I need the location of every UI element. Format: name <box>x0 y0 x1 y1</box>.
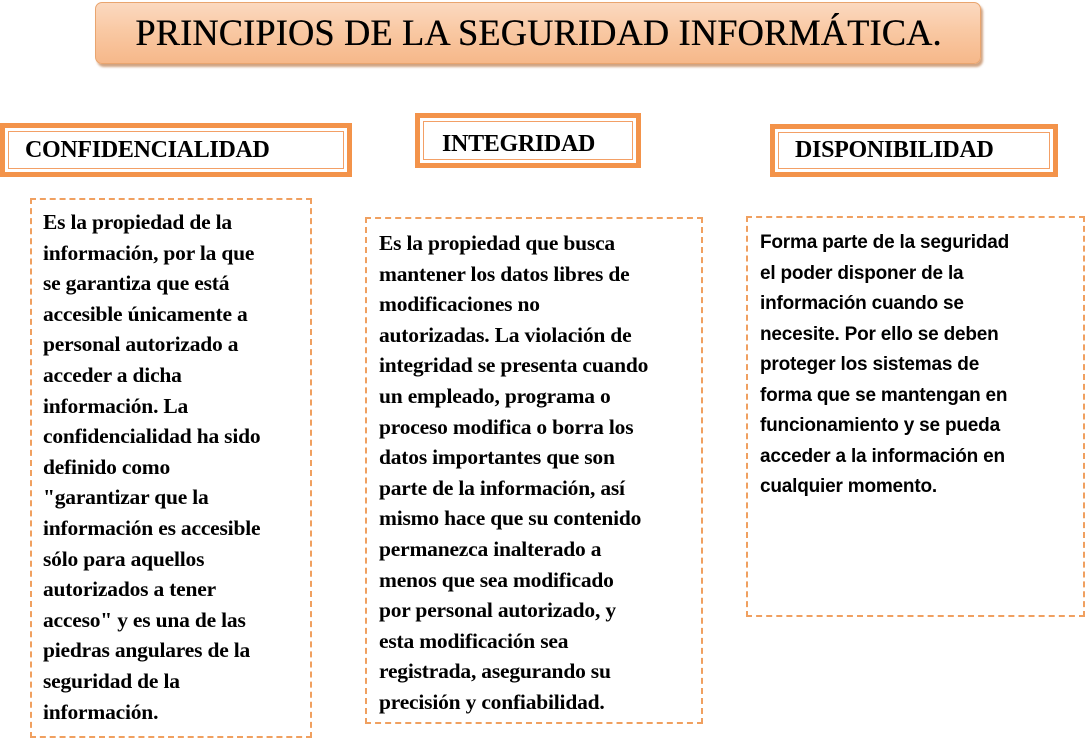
heading-confidencialidad: CONFIDENCIALIDAD <box>25 136 270 163</box>
description-line: acceder a la información en <box>760 445 1005 467</box>
description-line: confidencialidad ha sido <box>43 424 261 449</box>
description-line: piedras angulares de la <box>43 638 251 663</box>
description-disponibilidad <box>746 216 1085 617</box>
description-line: proceso modifica o borra los <box>379 414 634 439</box>
description-line: se garantiza que está <box>43 271 230 296</box>
description-line: personal autorizado a <box>43 332 239 357</box>
description-line: seguridad de la <box>43 668 180 693</box>
description-line: necesite. Por ello se deben <box>760 323 999 345</box>
description-line: acceso" y es una de las <box>43 607 246 632</box>
description-line: datos importantes que son <box>379 445 615 470</box>
description-line: menos que sea modificado <box>379 567 614 592</box>
description-line: parte de la información, así <box>379 475 625 500</box>
description-line: funcionamiento y se pueda <box>760 415 1000 436</box>
description-line: esta modificación sea <box>379 628 569 653</box>
description-line: mantener los datos libres de <box>379 261 630 286</box>
description-line: información. <box>43 699 159 724</box>
heading-disponibilidad: DISPONIBILIDAD <box>795 137 994 163</box>
heading-box-integridad <box>415 113 641 168</box>
heading-box-disponibilidad <box>770 124 1058 177</box>
description-line: autorizados a tener <box>43 577 216 602</box>
description-line: Es la propiedad que busca <box>379 231 615 255</box>
description-line: cualquier momento. <box>760 476 937 497</box>
description-line: autorizadas. La violación de <box>379 322 632 347</box>
description-line: información, por la que <box>43 240 255 265</box>
description-line: información. La <box>43 393 189 418</box>
description-line: accesible únicamente a <box>43 301 248 326</box>
heading-integridad: INTEGRIDAD <box>442 131 596 157</box>
description-line: definido como <box>43 454 170 479</box>
description-line: acceder a dicha <box>43 362 182 387</box>
description-line: integridad se presenta cuando <box>379 353 649 378</box>
description-line: modificaciones no <box>379 292 540 317</box>
description-line: registrada, asegurando su <box>379 659 611 684</box>
description-line: permanezca inalterado a <box>379 536 602 561</box>
description-confidencialidad <box>30 198 312 738</box>
description-line: el poder disponer de la <box>760 262 964 284</box>
description-line: "garantizar que la <box>43 485 209 510</box>
description-line: sólo para aquellos <box>43 546 205 571</box>
description-line: Forma parte de la seguridad <box>760 232 1010 253</box>
description-line: precisión y confiabilidad. <box>379 689 605 714</box>
description-line: información es accesible <box>43 515 261 540</box>
description-line: Es la propiedad de la <box>43 210 232 234</box>
diagram-title: PRINCIPIOS DE LA SEGURIDAD INFORMÁTICA. <box>134 12 942 54</box>
heading-box-confidencialidad <box>0 123 352 177</box>
description-line: información cuando se <box>760 293 964 314</box>
title-banner <box>95 2 981 64</box>
description-line: por personal autorizado, y <box>379 598 616 623</box>
description-line: mismo hace que su contenido <box>379 506 642 531</box>
description-line: proteger los sistemas de <box>760 354 980 375</box>
description-line: forma que se mantengan en <box>760 384 1008 406</box>
description-line: un empleado, programa o <box>379 383 611 408</box>
description-integridad <box>365 217 703 724</box>
